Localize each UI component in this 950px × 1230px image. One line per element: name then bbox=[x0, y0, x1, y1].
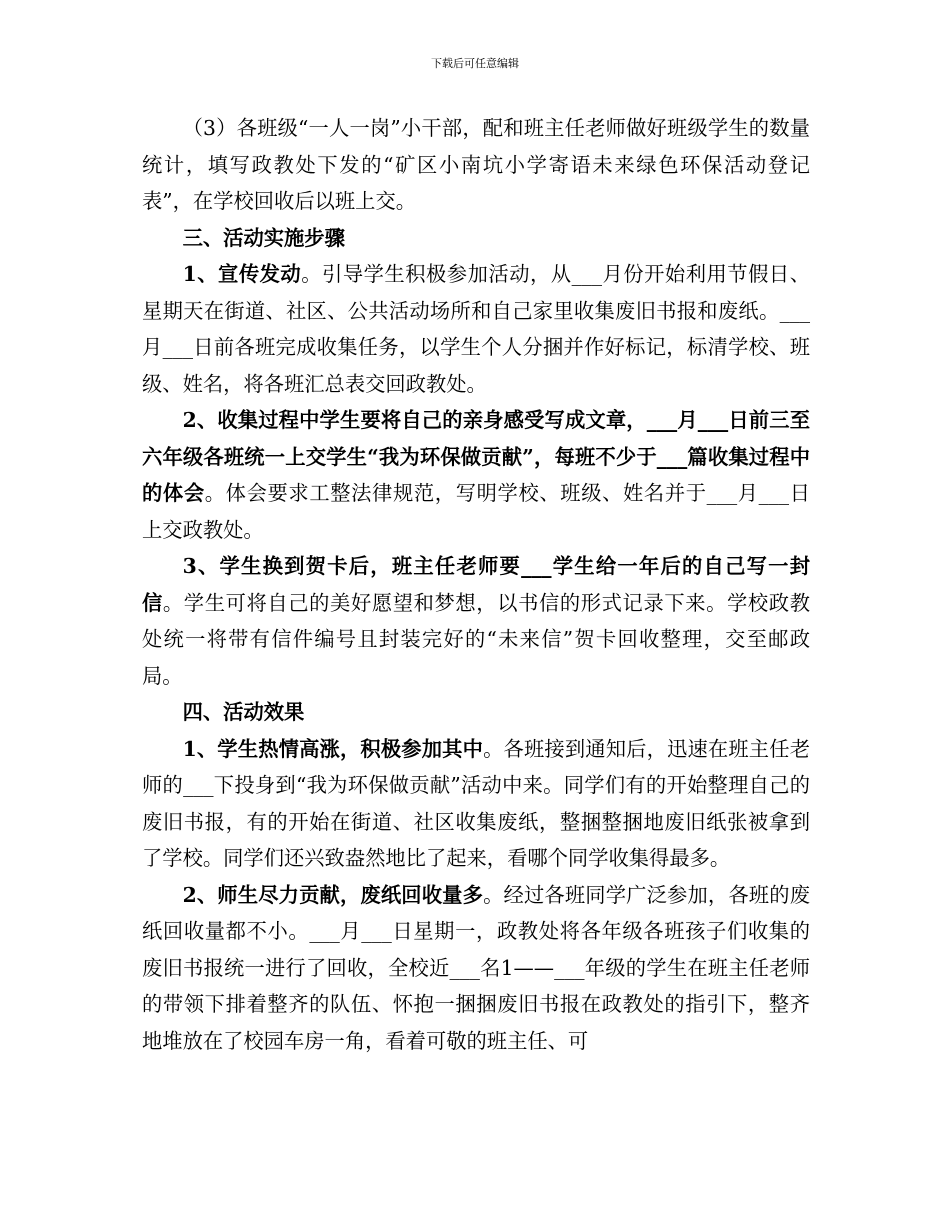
effect-2-title: 2、师生尽力贡献，废纸回收量多 bbox=[182, 882, 484, 907]
step-3-title: 3、学生换到贺卡后，班主任老师要___学生给一年后的自己写一封信 bbox=[142, 554, 810, 615]
step-2-title: 2、收集过程中学生要将自己的亲身感受写成文章，___月___日前三至六年级各班统一上交学生“我为环保做贡献”，每班不少于___篇收集过程中的体会 bbox=[142, 408, 810, 505]
step-3-text: 。学生可将自己的美好愿望和梦想，以书信的形式记录下来。学校政教处统一将带有信件编号且封装完好的“未来信”贺卡回收整理，交至邮政局。 bbox=[142, 590, 810, 688]
section-heading-4: 四、活动效果 bbox=[182, 700, 305, 724]
step-3 bbox=[142, 548, 810, 694]
step-2-text: 。体会要求工整法律规范，写明学校、班级、姓名并于___月___日上交政教处。 bbox=[142, 481, 810, 542]
paragraph-item-3: （3）各班级“一人一岗”小干部，配和班主任老师做好班级学生的数量统计，填写政教处下发的“矿区小南坑小学寄语未来绿色环保活动登记表”，在学校回收后以班上交。 bbox=[142, 116, 810, 213]
step-1-title: 1、宣传发动 bbox=[182, 262, 302, 286]
effect-1 bbox=[142, 731, 810, 877]
step-1 bbox=[142, 256, 810, 402]
step-2 bbox=[142, 402, 810, 548]
section-heading-3: 三、活动实施步骤 bbox=[182, 225, 345, 250]
step-1-text: 。引导学生积极参加活动，从___月份开始利用节假日、星期天在街道、社区、公共活动场所和自己家里收集废旧书报和废纸。___月___日前各班完成收集任务，以学生个人分捆并作好标记，标清学校、班级、姓名，将各班汇总表交回政教处。 bbox=[142, 262, 810, 396]
effect-1-title: 1、学生热情高涨，积极参加其中 bbox=[182, 736, 484, 761]
effect-2 bbox=[142, 877, 810, 1060]
effect-2-text: 。经过各班同学广泛参加，各班的废纸回收量都不小。___月___日星期一，政教处将各年级各班孩子们收集的废旧书报统一进行了回收，全校近___名1——___年级的学生在班主任老师的带领下排着整齐的队伍、怀抱一捆捆废旧书报在政教处的指引下，整齐地堆放在了校园车房一角，看着可敬的班主任、可 bbox=[142, 882, 810, 1053]
effect-1-text: 。各班接到通知后，迅速在班主任老师的___下投身到“我为环保做贡献”活动中来。同学们有的开始整理自己的废旧书报，有的开始在街道、社区收集废纸，整捆整捆地废旧纸张被拿到了学校。同学们还兴致盎然地比了起来，看哪个同学收集得最多。 bbox=[142, 736, 810, 870]
page-header: 下载后可任意编辑 bbox=[431, 57, 519, 70]
document-body bbox=[142, 110, 810, 1059]
